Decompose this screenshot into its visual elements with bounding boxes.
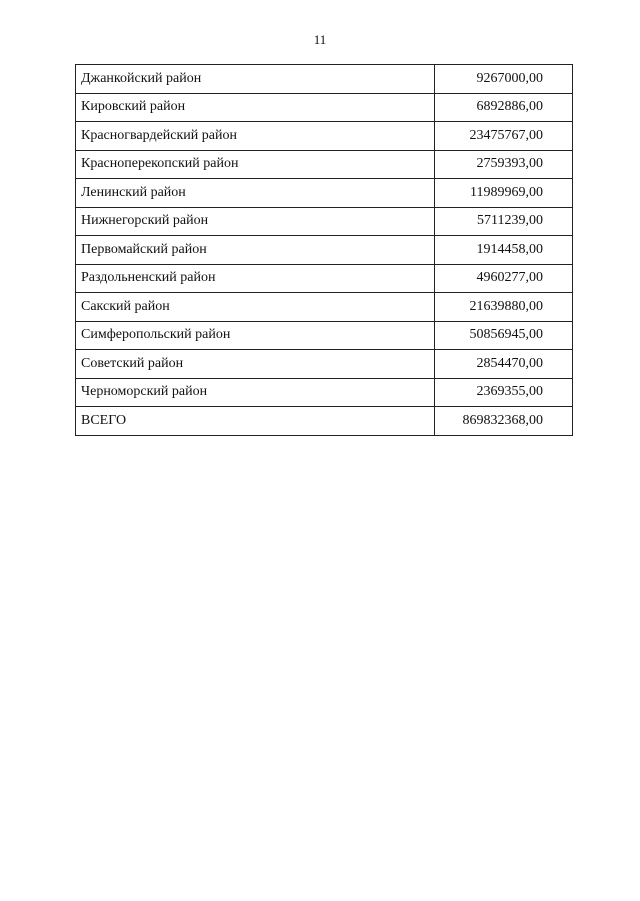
district-amount: 4960277,00 <box>435 264 573 293</box>
district-name: Симферопольский район <box>76 321 435 350</box>
district-name: Кировский район <box>76 93 435 122</box>
total-row <box>76 407 573 436</box>
district-name: Советский район <box>76 350 435 379</box>
table-row <box>76 350 573 379</box>
district-name: Красногвардейский район <box>76 122 435 151</box>
district-amount: 9267000,00 <box>435 65 573 94</box>
district-name: Ленинский район <box>76 179 435 208</box>
district-name: Первомайский район <box>76 236 435 265</box>
district-name: Нижнегорский район <box>76 207 435 236</box>
district-amount: 21639880,00 <box>435 293 573 322</box>
district-amount: 2854470,00 <box>435 350 573 379</box>
total-label: ВСЕГО <box>76 407 435 436</box>
district-amount: 1914458,00 <box>435 236 573 265</box>
table-row <box>76 236 573 265</box>
district-name: Красноперекопский район <box>76 150 435 179</box>
district-name: Джанкойский район <box>76 65 435 94</box>
table-row <box>76 150 573 179</box>
table-row <box>76 293 573 322</box>
district-amounts-table <box>75 64 573 436</box>
table-row <box>76 321 573 350</box>
table-row <box>76 378 573 407</box>
table-row <box>76 264 573 293</box>
table-row <box>76 65 573 94</box>
district-amount: 11989969,00 <box>435 179 573 208</box>
district-amount: 2759393,00 <box>435 150 573 179</box>
district-amount: 23475767,00 <box>435 122 573 151</box>
district-name: Сакский район <box>76 293 435 322</box>
table-row <box>76 93 573 122</box>
district-name: Раздольненский район <box>76 264 435 293</box>
table-row <box>76 179 573 208</box>
page-number: 11 <box>313 32 327 47</box>
district-amount: 5711239,00 <box>435 207 573 236</box>
district-amount: 6892886,00 <box>435 93 573 122</box>
table-row <box>76 207 573 236</box>
district-amount: 2369355,00 <box>435 378 573 407</box>
total-amount: 869832368,00 <box>435 407 573 436</box>
district-name: Черноморский район <box>76 378 435 407</box>
table-row <box>76 122 573 151</box>
district-amount: 50856945,00 <box>435 321 573 350</box>
